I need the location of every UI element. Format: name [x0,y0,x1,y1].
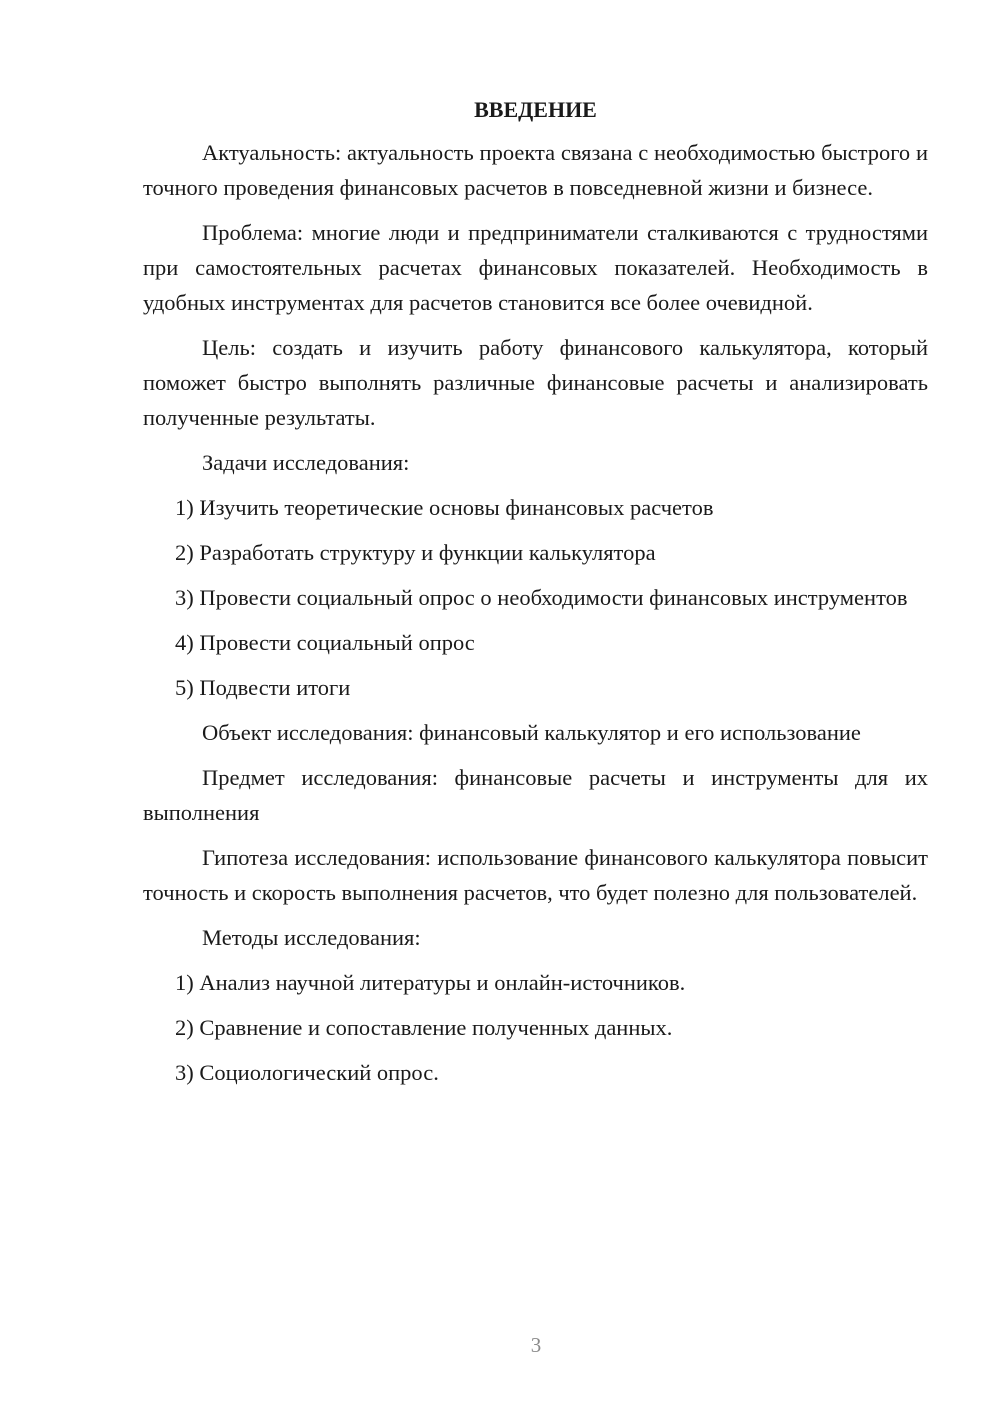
goal-paragraph: Цель: создать и изучить работу финансового калькулятора, который поможет быстро выполнять различные финансовые расчеты и анализировать полученные результаты. [143,335,928,430]
method-item-1: 1) Анализ научной литературы и онлайн-источников. [175,970,686,995]
page-number: 3 [530,1333,542,1357]
method-item-3: 3) Социологический опрос. [175,1060,439,1085]
hypothesis-paragraph: Гипотеза исследования: использование финансового калькулятора повысит точность и скорость выполнения расчетов, что будет полезно для пользователей. [143,845,928,905]
task-item-3: 3) Провести социальный опрос о необходимости финансовых инструментов [175,585,908,610]
problem-paragraph: Проблема: многие люди и предприниматели сталкиваются с трудностями при самостоятельных расчетах финансовых показателей. Необходимость в удобных инструментах для расчетов становится все более очевидной. [143,220,928,315]
subject-paragraph: Предмет исследования: финансовые расчеты и инструменты для их выполнения [143,765,928,825]
section-title: ВВЕДЕНИЕ [474,97,597,122]
task-item-4: 4) Провести социальный опрос [175,630,475,655]
task-item-5: 5) Подвести итоги [175,675,351,700]
methods-heading: Методы исследования: [202,925,421,950]
page-content [143,95,928,1100]
relevance-paragraph: Актуальность: актуальность проекта связана с необходимостью быстрого и точного проведения финансовых расчетов в повседневной жизни и бизнесе. [143,140,928,200]
object-paragraph: Объект исследования: финансовый калькулятор и его использование [202,720,861,745]
method-item-2: 2) Сравнение и сопоставление полученных данных. [175,1015,673,1040]
task-item-2: 2) Разработать структуру и функции калькулятора [175,540,656,565]
tasks-heading: Задачи исследования: [202,450,410,475]
task-item-1: 1) Изучить теоретические основы финансовых расчетов [175,495,714,520]
